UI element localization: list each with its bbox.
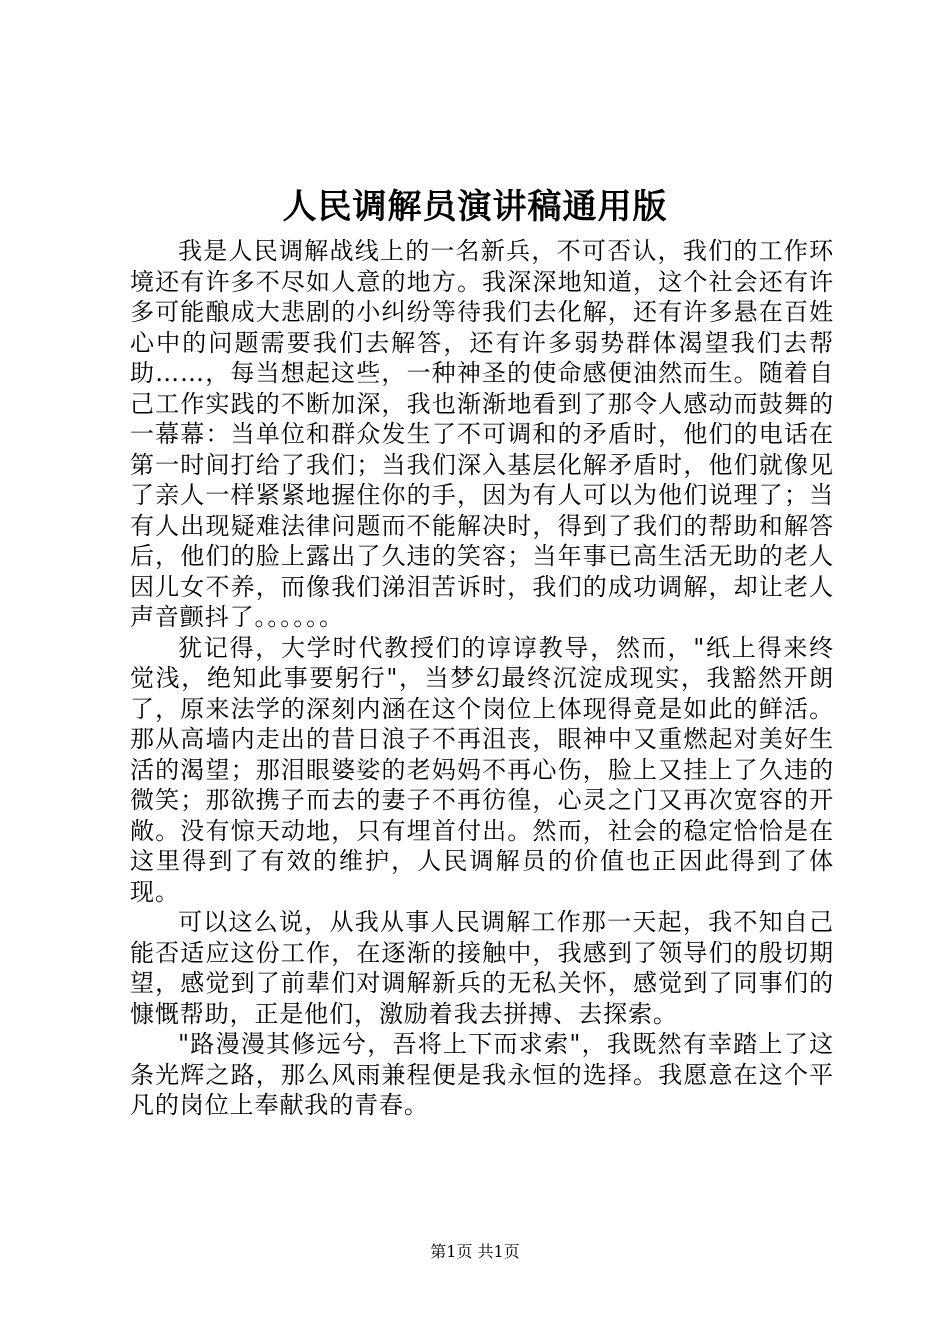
paragraph-3: 可以这么说，从我从事人民调解工作那一天起，我不知自己能否适应这份工作，在逐渐的接触中，我感到了领导们的殷切期望，感觉到了前辈们对调解新兵的无私关怀，感觉到了同事们的慷慨帮助，正是他们，激励着我去拼搏、去探索。 (130, 908, 834, 1028)
document-title: 人民调解员演讲稿通用版 (282, 187, 668, 227)
page-footer: 第1页 共1页 (430, 1242, 520, 1261)
paragraph-1: 我是人民调解战线上的一名新兵，不可否认，我们的工作环境还有许多不尽如人意的地方。我深深地知道，这个社会还有许多可能酿成大悲剧的小纠纷等待我们去化解，还有许多悬在百姓心中的问题需要我们去解答，还有许多弱势群体渴望我们去帮助……，每当想起这些，一种神圣的使命感便油然而生。随着自己工作实践的不断加深，我也渐渐地看到了那令人感动而鼓舞的一幕幕：当单位和群众发生了不可调和的矛盾时，他们的电话在第一时间打给了我们；当我们深入基层化解矛盾时，他们就像见了亲人一样紧紧地握住你的手，因为有人可以为他们说理了；当有人出现疑难法律问题而不能解决时，得到了我们的帮助和解答后，他们的脸上露出了久违的笑容；当年事已高生活无助的老人因儿女不养，而像我们涕泪苦诉时，我们的成功调解，却让老人声音颤抖了。。。。。。 (130, 237, 834, 631)
paragraph-4: "路漫漫其修远兮，吾将上下而求索"，我既然有幸踏上了这条光辉之路，那么风雨兼程便是我永恒的选择。我愿意在这个平凡的岗位上奉献我的青春。 (130, 1030, 834, 1119)
document-body (130, 236, 834, 1121)
paragraph-2: 犹记得，大学时代教授们的谆谆教导，然而，"纸上得来终觉浅，绝知此事要躬行"，当梦幻最终沉淀成现实，我豁然开朗了，原来法学的深刻内涵在这个岗位上体现得竟是如此的鲜活。那从高墙内走出的昔日浪子不再沮丧，眼神中又重燃起对美好生活的渴望；那泪眼婆娑的老妈妈不再心伤，脸上又挂上了久违的微笑；那欲携子而去的妻子不再彷徨，心灵之门又再次宽容的开敞。没有惊天动地，只有埋首付出。然而，社会的稳定恰恰是在这里得到了有效的维护，人民调解员的价值也正因此得到了体现。 (130, 633, 834, 906)
